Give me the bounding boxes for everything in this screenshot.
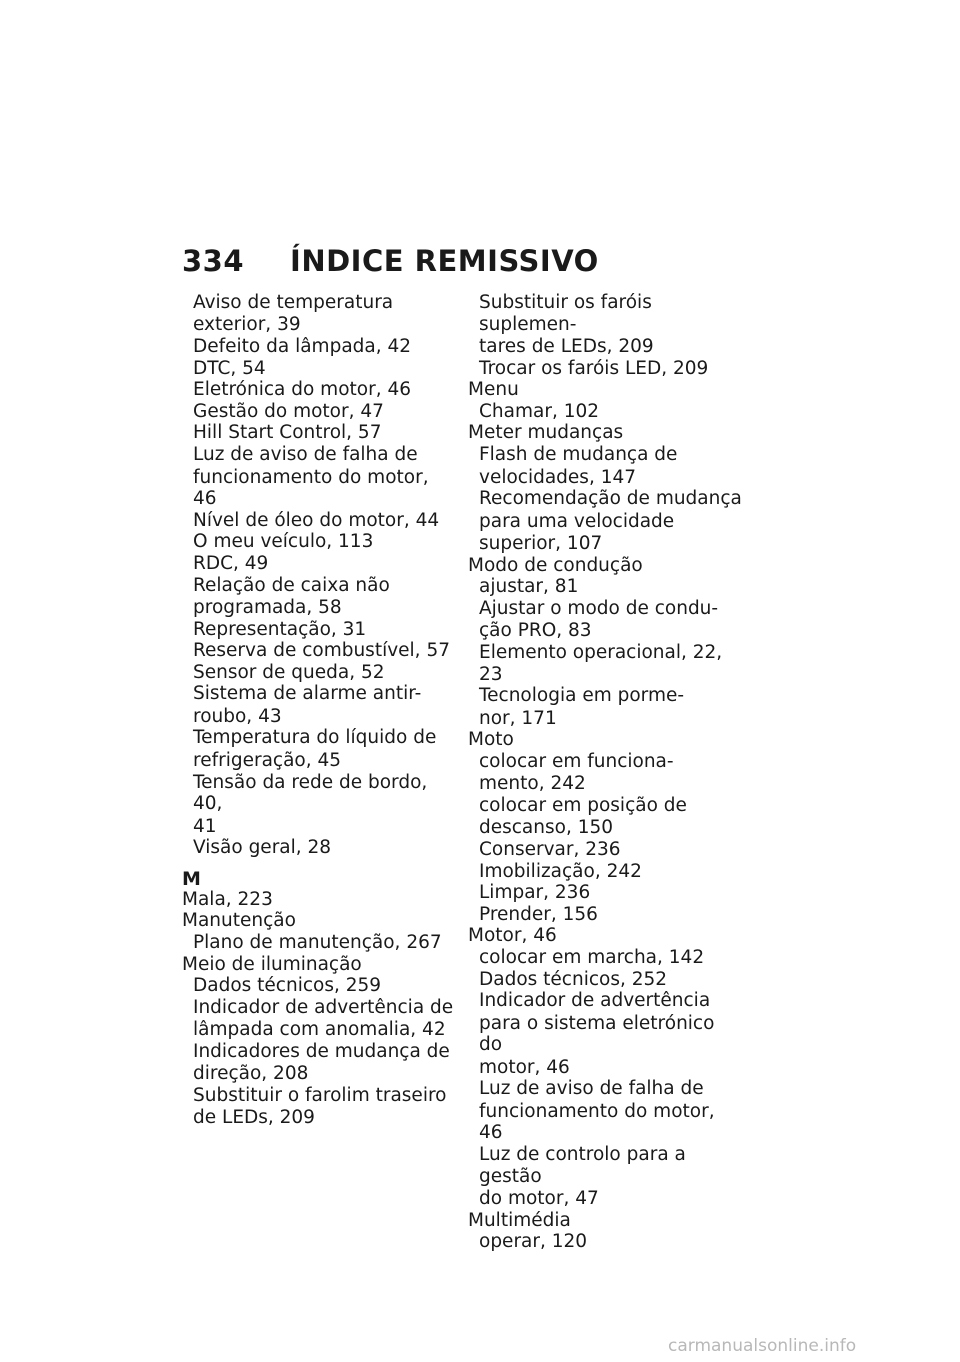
index-sub-entry [468,685,743,729]
index-main-entry [182,889,457,911]
index-sub-entry [182,619,457,641]
index-entry-line: Defeito da lâmpada, 42 [193,336,412,358]
index-sub-entry [182,772,457,838]
index-entry-line: funcionamento do motor, 46 [479,1100,715,1144]
index-entry-line: 41 [193,815,217,837]
index-entry-line: Plano de manutenção, 267 [193,931,442,953]
page-header [182,244,599,284]
index-entry-line: Reserva de combustível, 57 [193,640,450,662]
index-sub-entry [468,444,743,488]
index-sub-entry [182,422,457,444]
index-sub-entry [182,379,457,401]
index-entry-line: Luz de controlo para a gestão [479,1143,686,1187]
index-entry-line: nor, 171 [479,707,557,729]
index-entry-line: Gestão do motor, 47 [193,400,384,422]
index-main-entry [182,910,457,932]
watermark-text: carmanualsonline.info [668,1336,857,1356]
index-entry-line: Tensão da rede de bordo, 40, [193,771,428,815]
index-entry-line: Flash de mudança de [479,444,678,466]
index-sub-entry [468,401,743,423]
index-entry-line: funcionamento do motor, 46 [193,466,429,510]
index-sub-entry [182,640,457,662]
index-entry-line: Substituir os faróis suplemen- [479,292,652,335]
index-sub-entry [182,531,457,553]
index-entry-line: operar, 120 [479,1231,588,1253]
index-main-entry [468,379,743,401]
index-sub-entry [182,662,457,684]
index-entry-line: Recomendação de mudança [479,488,742,510]
index-entry-line: RDC, 49 [193,552,269,574]
index-sub-entry [182,727,457,771]
index-entry-line: Trocar os faróis LED, 209 [479,357,709,379]
index-entry-line: Mala, 223 [182,888,273,910]
index-main-entry [468,422,743,444]
index-entry-line: para o sistema eletrónico do [479,1012,715,1056]
index-entry-line: colocar em posição de [479,794,687,816]
index-sub-entry [182,683,457,727]
index-entry-line: Modo de condução [468,554,643,576]
index-entry-line: Visão geral, 28 [193,837,332,859]
index-entry-line: motor, 46 [479,1056,570,1078]
index-entry-line: Sensor de queda, 52 [193,661,385,683]
index-entry-line: ção PRO, 83 [479,620,592,642]
index-entry-line: descanso, 150 [479,817,614,839]
index-sub-entry [182,1085,457,1129]
index-entry-line: Relação de caixa não [193,574,390,596]
index-sub-entry [182,837,457,859]
index-entry-line: Indicador de advertência de [193,996,454,1018]
index-sub-entry [468,598,743,642]
index-entry-line: Prender, 156 [479,903,598,925]
index-entry-line: Manutenção [182,910,296,932]
index-entry-line: DTC, 54 [193,357,266,379]
index-sub-entry [182,358,457,380]
index-entry-line: Dados técnicos, 259 [193,975,382,997]
index-sub-entry [468,751,743,795]
index-sub-entry [468,947,743,969]
index-sub-entry [182,932,457,954]
index-entry-line: para uma velocidade [479,510,675,532]
index-entry-line: colocar em funciona- [479,750,674,772]
index-entry-line: do motor, 47 [479,1188,599,1210]
index-entry-line: refrigeração, 45 [193,749,342,771]
index-entry-line: M [182,867,201,890]
index-entry-line: Representação, 31 [193,618,367,640]
index-sub-entry [468,576,743,598]
index-sub-entry [182,401,457,423]
index-sub-entry [468,795,743,839]
index-entry-line: superior, 107 [479,533,603,555]
index-entry-line: Limpar, 236 [479,882,591,904]
index-entry-line: ajustar, 81 [479,576,579,598]
index-entry-line: Motor, 46 [468,925,557,947]
index-entry-line: Substituir o farolim traseiro [193,1084,447,1106]
index-sub-entry [182,997,457,1041]
index-sub-entry [468,904,743,926]
index-entry-line: Moto [468,729,514,751]
index-entry-line: Indicadores de mudança de [193,1040,450,1062]
index-entry-line: Imobilização, 242 [479,860,642,882]
index-sub-entry [182,336,457,358]
index-entry-line: Menu [468,379,519,401]
index-sub-entry [468,1231,743,1253]
index-entry-line: tares de LEDs, 209 [479,336,654,358]
index-sub-entry [468,1144,743,1210]
index-entry-line: Conservar, 236 [479,838,621,860]
index-entry-line: mento, 242 [479,773,586,795]
index-entry-line: Indicador de advertência [479,990,711,1012]
page-title: ÍNDICE REMISSIVO [290,244,599,278]
index-sub-entry [468,882,743,904]
index-column-left [182,292,457,1129]
index-entry-line: Temperatura do líquido de [193,727,437,749]
index-entry-line: Eletrónica do motor, 46 [193,379,411,401]
index-sub-entry [182,975,457,997]
index-entry-line: Sistema de alarme antir- [193,683,422,705]
index-sub-entry [182,575,457,619]
index-entry-line: Meio de iluminação [182,953,362,975]
index-letter-heading [182,869,457,889]
index-main-entry [468,1210,743,1232]
index-entry-line: Luz de aviso de falha de [193,444,418,466]
index-entry-line: Meter mudanças [468,422,624,444]
index-sub-entry [468,839,743,861]
index-sub-entry [468,861,743,883]
index-entry-line: de LEDs, 209 [193,1107,315,1129]
index-sub-entry [468,488,743,555]
index-sub-entry [182,292,457,336]
index-column-right [468,292,743,1253]
index-entry-line: direção, 208 [193,1063,309,1085]
page-number: 334 [182,244,245,278]
index-sub-entry [468,990,743,1078]
index-main-entry [182,954,457,976]
index-sub-entry [182,444,457,510]
index-entry-line: Aviso de temperatura [193,292,394,313]
index-entry-line: Hill Start Control, 57 [193,422,382,444]
index-sub-entry [468,358,743,380]
index-entry-line: roubo, 43 [193,705,282,727]
index-entry-line: Luz de aviso de falha de [479,1078,704,1100]
index-main-entry [468,729,743,751]
index-entry-line: Nível de óleo do motor, 44 [193,509,440,531]
index-entry-line: Tecnologia em porme- [479,685,685,707]
index-sub-entry [468,1078,743,1144]
index-entry-line: exterior, 39 [193,314,301,336]
index-entry-line: colocar em marcha, 142 [479,946,705,968]
index-sub-entry [182,510,457,532]
index-sub-entry [468,969,743,991]
index-entry-line: Multimédia [468,1209,571,1231]
index-main-entry [468,925,743,947]
index-sub-entry [182,553,457,575]
index-entry-line: Ajustar o modo de condu- [479,597,719,619]
index-entry-line: Chamar, 102 [479,400,600,422]
index-entry-line: lâmpada com anomalia, 42 [193,1019,446,1041]
index-entry-line: Dados técnicos, 252 [479,968,668,990]
index-entry-line: Elemento operacional, 22, 23 [479,641,723,685]
index-entry-line: programada, 58 [193,596,342,618]
index-sub-entry [468,642,743,685]
index-main-entry [468,555,743,577]
index-sub-entry [182,1041,457,1085]
index-sub-entry [468,292,743,358]
index-entry-line: velocidades, 147 [479,466,637,488]
index-entry-line: O meu veículo, 113 [193,531,374,553]
